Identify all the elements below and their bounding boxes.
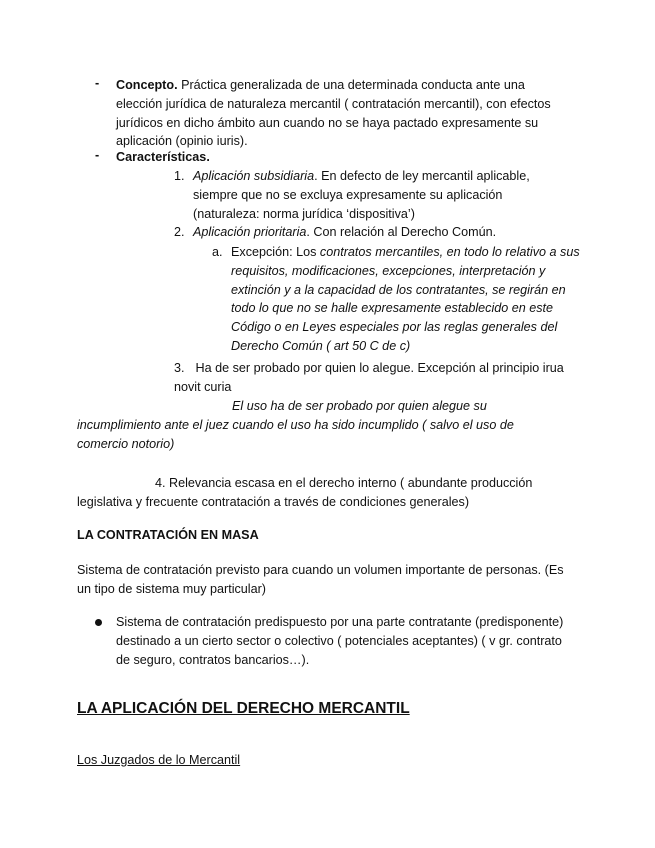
masa-intro: Sistema de contratación previsto para cuando un volumen importante de personas. (Es un tipo de sistema muy particular) xyxy=(77,563,564,596)
concepto-text: Práctica generalizada de una determinada conducta ante una elección jurídica de naturaleza mercantil ( contratación mercantil), con efectos jurídicos en dicho ámbito aun cuando no se haya pactado expresamente su aplicación (opinio iuris). xyxy=(116,78,551,149)
item-2-text: Aplicación prioritaria. Con relación al Derecho Común. xyxy=(193,225,497,239)
aplicacion-heading: LA APLICACIÓN DEL DERECHO MERCANTIL xyxy=(77,700,410,717)
bullet-icon xyxy=(95,613,105,623)
item-4-text: 4. Relevancia escasa en el derecho interno ( abundante producción legislativa y frecuente contratación a través de condiciones generales) xyxy=(77,476,533,509)
aplicacion-subheading: Los Juzgados de lo Mercantil xyxy=(77,753,241,767)
sub-item-a-text: Excepción: Los contratos mercantiles, en todo lo relativo a sus requisitos, modificaciones, excepciones, interpretación y extinción y a la capacidad de los contratantes, se regirán en todo lo que no se halle expresamente establecido en este Código o en Leyes especiales por las reglas generales del Derecho Común ( art 50 C de c) xyxy=(231,245,580,353)
uso-note: El uso ha de ser probado por quien alegue su incumplimiento ante el juez cuando el uso ha sido incumplido ( salvo el uso de comercio notorio) xyxy=(77,399,514,451)
item-1-number: 1. xyxy=(174,169,185,183)
concepto-paragraph xyxy=(116,76,556,151)
caracteristicas-label: Características. xyxy=(116,150,210,164)
list-dash-concepto: - xyxy=(95,76,100,90)
item-3-text: 3. Ha de ser probado por quien lo alegue. Excepción al principio irua novit curia xyxy=(174,361,564,394)
item-2-number: 2. xyxy=(174,225,185,239)
list-dash-caracteristicas: - xyxy=(95,148,100,162)
concepto-label: Concepto. xyxy=(116,78,178,92)
masa-bullet-text: Sistema de contratación predispuesto por una parte contratante (predisponente) destinado a un cierto sector o colectivo ( potenciales aceptantes) ( v gr. contrato de seguro, contratos bancarios…). xyxy=(116,615,564,667)
sub-item-a-marker: a. xyxy=(212,245,223,259)
masa-heading: LA CONTRATACIÓN EN MASA xyxy=(77,528,259,542)
item-1-text: Aplicación subsidiaria. En defecto de ley mercantil aplicable, siempre que no se excluya expresamente su aplicación (naturaleza: norma jurídica ‘dispositiva’) xyxy=(193,169,530,221)
